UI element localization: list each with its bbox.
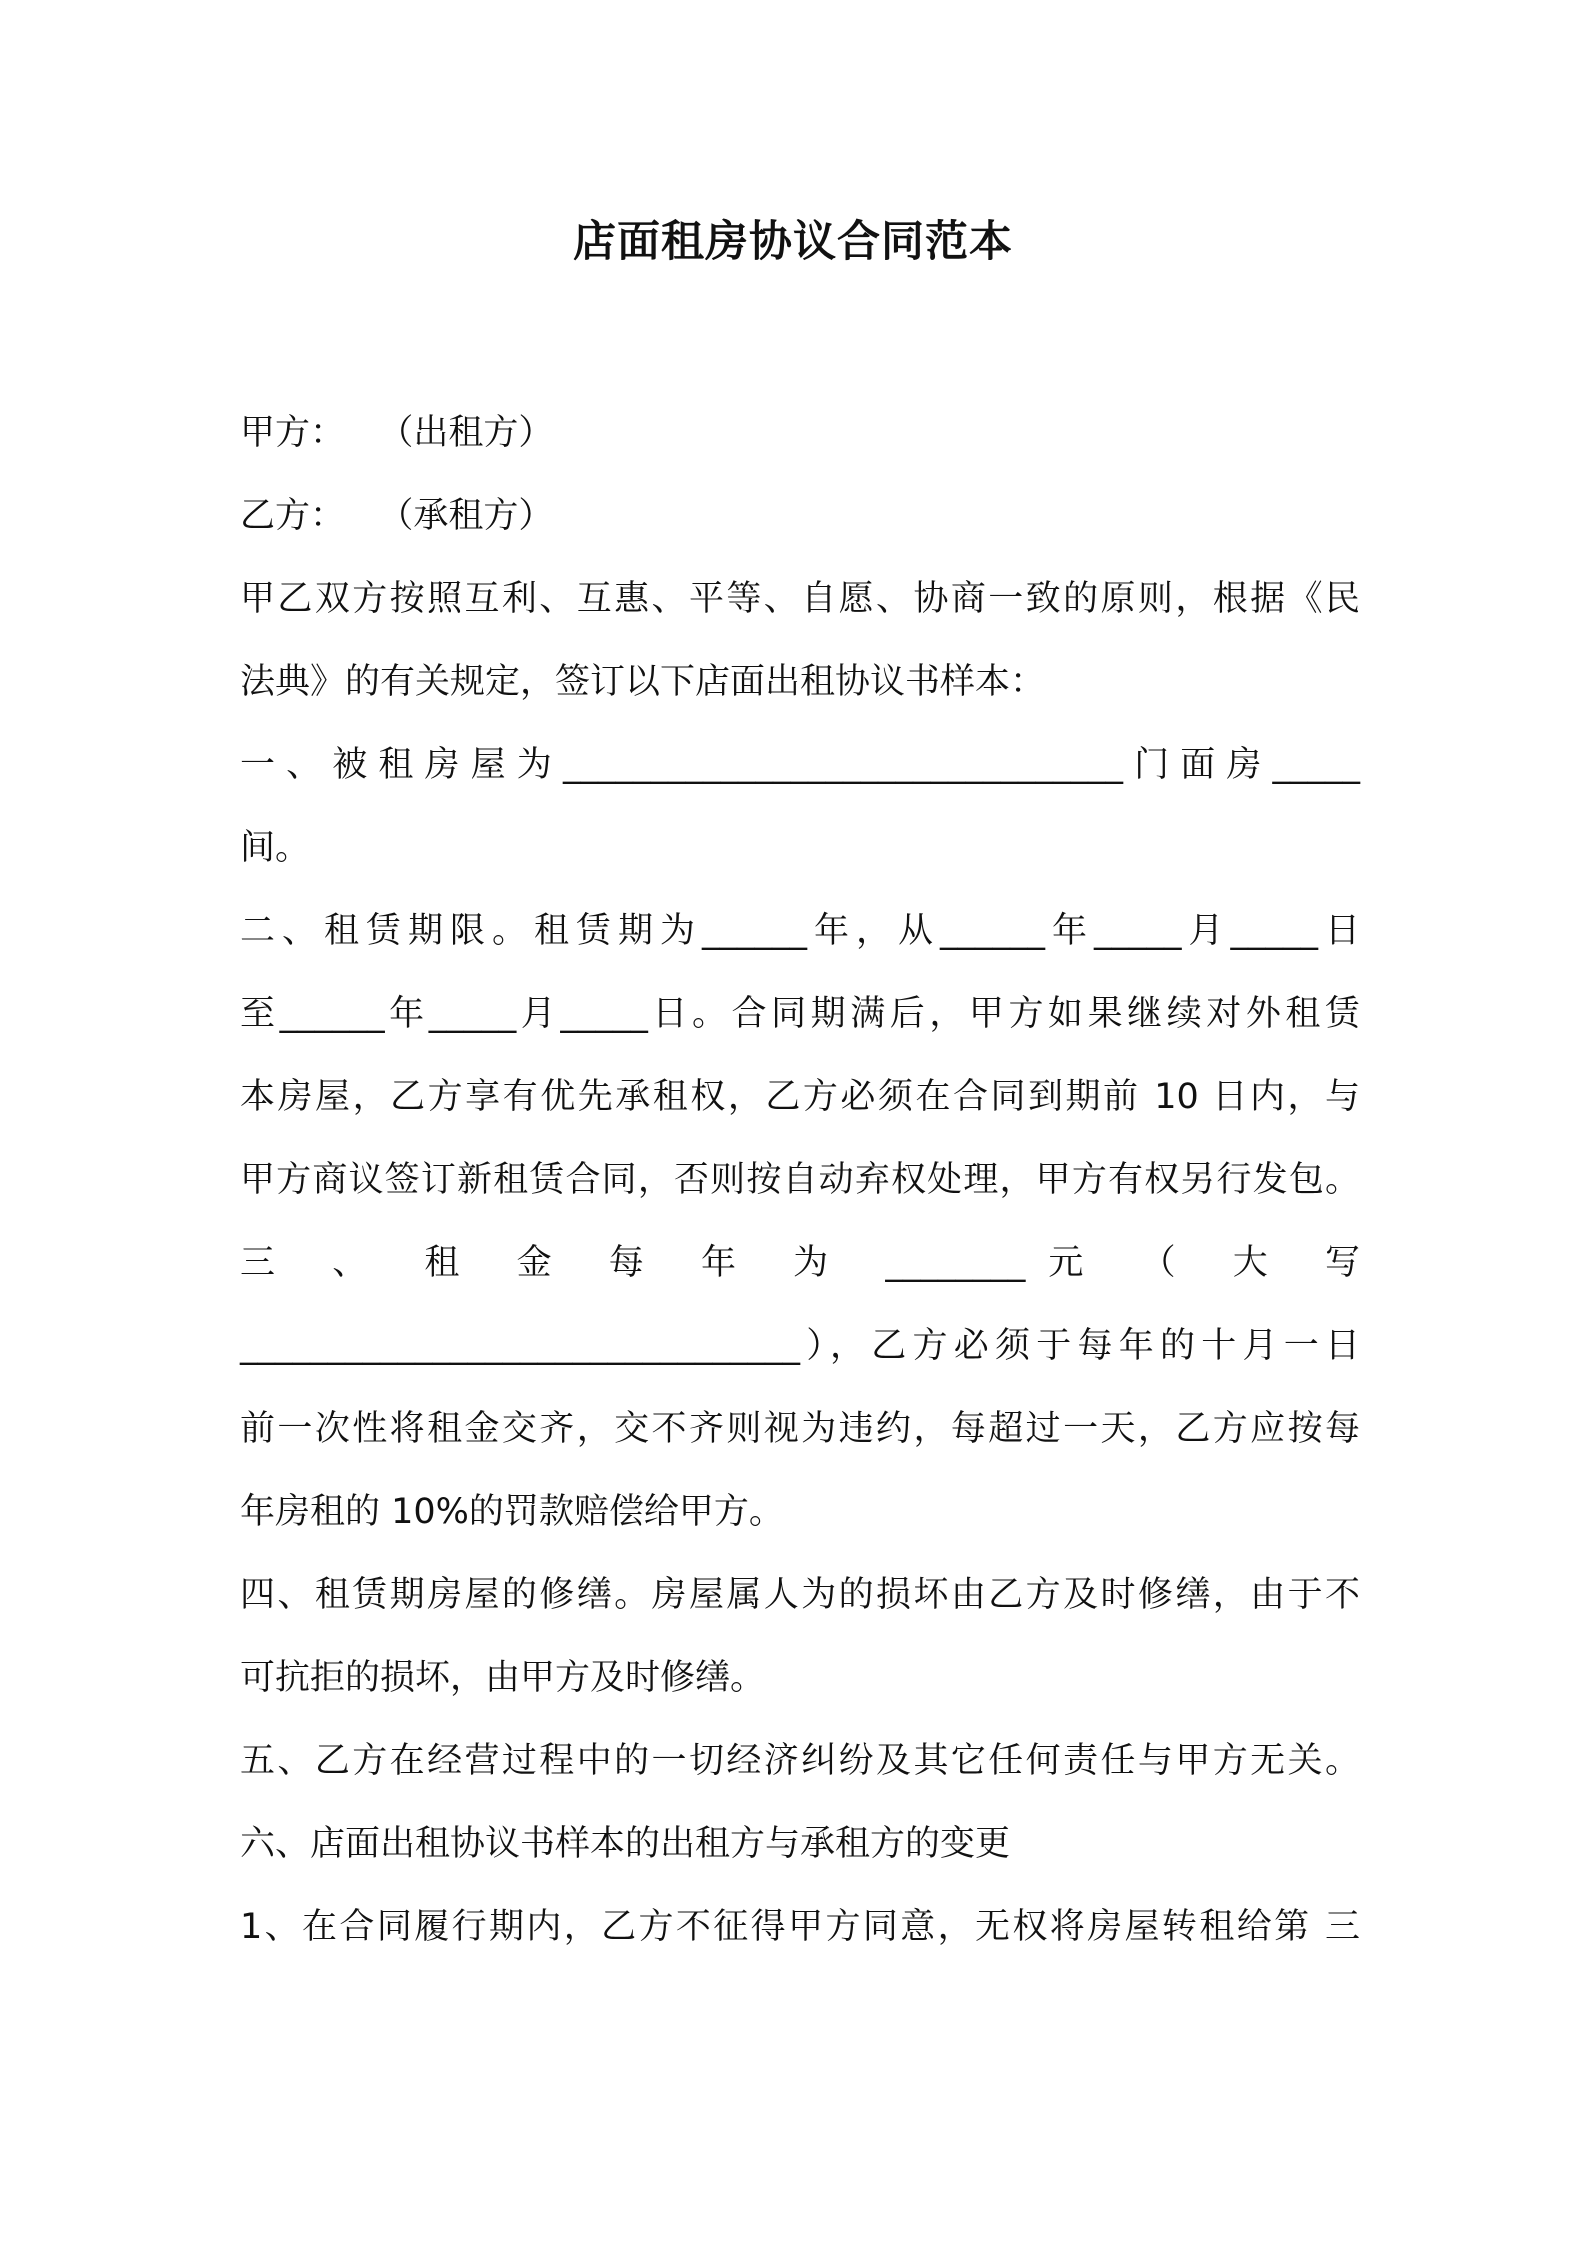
party-a-line: 甲方： （出租方） [240, 413, 554, 453]
clause-4-line-1: 四、租赁期房屋的修缮。房屋属人为的损坏由乙方及时修缮，由于不 [240, 1575, 1360, 1615]
party-b-line: 乙方： （承租方） [240, 496, 554, 536]
preamble-line-2: 法典》的有关规定，签订以下店面出租协议书样本： [240, 662, 1046, 702]
clause-2-line-1: 二、租赁期限。租赁期为______年，从______年_____月_____日 [240, 911, 1360, 951]
clause-6-heading: 六、店面出租协议书样本的出租方与承租方的变更 [240, 1824, 1011, 1864]
clause-3-line-1: 三 、 租 金 每 年 为 ________元 （ 大 写 [240, 1243, 1360, 1283]
clause-6-item-1-line-1: 1、在合同履行期内，乙方不征得甲方同意，无权将房屋转租给第 三 [240, 1907, 1360, 1947]
clause-3-line-3: 前一次性将租金交齐，交不齐则视为违约，每超过一天，乙方应按每 [240, 1409, 1360, 1449]
clause-1-line-1: 一、被租房屋为________________________________门面房_____ [240, 745, 1360, 785]
clause-5-line: 五、乙方在经营过程中的一切经济纠纷及其它任何责任与甲方无关。 [240, 1741, 1360, 1781]
document-body [240, 392, 1360, 1969]
clause-2-line-4: 甲方商议签订新租赁合同，否则按自动弃权处理，甲方有权另行发包。 [240, 1160, 1360, 1200]
preamble-line-1: 甲乙双方按照互利、互惠、平等、自愿、协商一致的原则，根据《民 [240, 579, 1360, 619]
clause-3-line-2: ________________________________），乙方必须于每年的十月一日 [240, 1326, 1360, 1366]
clause-3-line-4: 年房租的 10%的罚款赔偿给甲方。 [240, 1492, 784, 1532]
clause-2-line-2: 至______年_____月_____日。合同期满后，甲方如果继续对外租赁 [240, 994, 1360, 1034]
clause-2-line-3: 本房屋，乙方享有优先承租权，乙方必须在合同到期前 10 日内，与 [240, 1077, 1360, 1117]
document-title: 店面租房协议合同范本 [573, 217, 1013, 267]
clause-4-line-2: 可抗拒的损坏，由甲方及时修缮。 [240, 1658, 766, 1698]
clause-1-line-2: 间。 [240, 828, 311, 868]
